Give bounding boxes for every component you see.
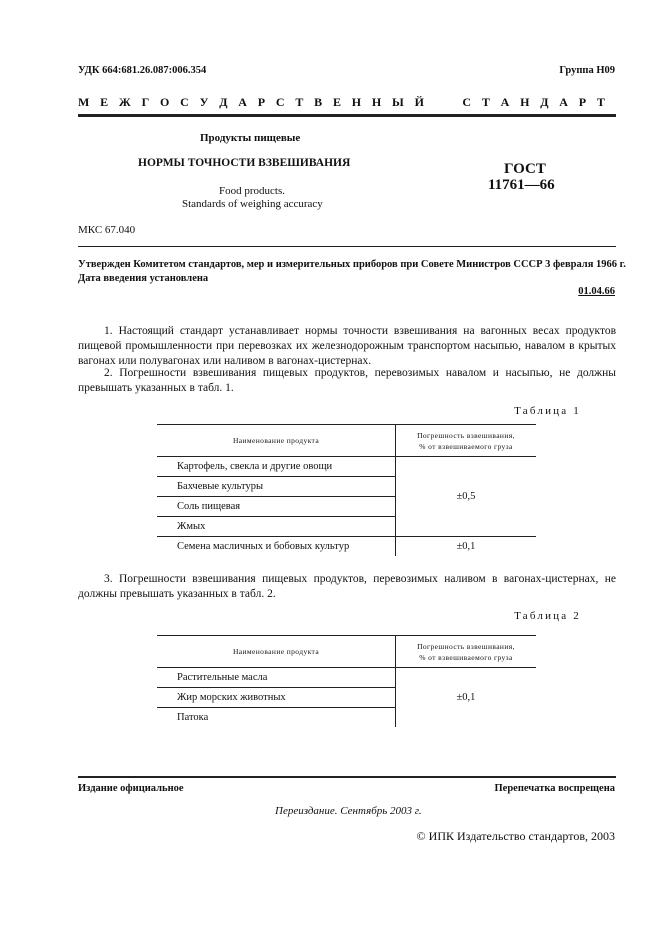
heading-rule xyxy=(78,114,616,117)
gost-label: ГОСТ xyxy=(504,161,546,177)
introduction-date: 01.04.66 xyxy=(578,286,615,297)
reissue-note: Переиздание. Сентябрь 2003 г. xyxy=(275,805,422,817)
title-english-2: Standards of weighing accuracy xyxy=(182,198,323,210)
title-english-1: Food products. xyxy=(219,185,285,197)
group-code: Группа Н09 xyxy=(559,65,615,76)
table-1-caption: Таблица 1 xyxy=(514,405,581,417)
table-row: Растительные масла xyxy=(157,668,396,688)
table-2-col2-header: Погрешность взвешивания, % от взвешиваемого груза xyxy=(396,636,537,668)
reprint-prohibited: Перепечатка воспрещена xyxy=(494,783,615,794)
table-row: Бахчевые культуры xyxy=(157,477,396,497)
table-row: Патока xyxy=(157,708,396,728)
footer-rule xyxy=(78,776,616,778)
introduction-date-label: Дата введения установлена xyxy=(78,273,209,284)
official-edition: Издание официальное xyxy=(78,783,184,794)
mks-code: МКС 67.040 xyxy=(78,224,136,236)
table-row: Жмых xyxy=(157,517,396,537)
gost-number: 11761—66 xyxy=(488,177,555,193)
table-1-col1-header: Наименование продукта xyxy=(157,425,396,457)
table-1-col2-header: Погрешность взвешивания, % от взвешиваемого груза xyxy=(396,425,537,457)
paragraph-3: 3. Погрешности взвешивания пищевых продуктов, перевозимых наливом в вагонах-цистернах, не должны превышать указанных в табл. 2. xyxy=(78,573,616,600)
title-rule xyxy=(78,246,616,247)
table-2-caption: Таблица 2 xyxy=(514,610,581,622)
products-subtitle: Продукты пищевые xyxy=(200,132,301,144)
table-2-col1-header: Наименование продукта xyxy=(157,636,396,668)
table-2-value: ±0,1 xyxy=(456,692,476,703)
table-row: Семена масличных и бобовых культур xyxy=(157,537,396,557)
copyright: © ИПК Издательство стандартов, 2003 xyxy=(416,829,615,843)
table-1 xyxy=(157,424,536,556)
table-1-value-group: ±0,5 xyxy=(396,457,537,537)
paragraph-2: 2. Погрешности взвешивания пищевых продуктов, перевозимых навалом и насыпью, не должны превышать указанных в табл. 1. xyxy=(78,367,616,394)
interstate-standard-heading: М Е Ж Г О С У Д А Р С Т В Е Н Н Ы Й С Т А Н Д А Р Т xyxy=(78,95,609,109)
document-title: НОРМЫ ТОЧНОСТИ ВЗВЕШИВАНИЯ xyxy=(138,157,351,169)
table-2 xyxy=(157,635,536,727)
udk-code: УДК 664:681.26.087:006.354 xyxy=(78,65,207,76)
table-row: Соль пищевая xyxy=(157,497,396,517)
table-row: Картофель, свекла и другие овощи xyxy=(157,457,396,477)
table-1-value-last: ±0,1 xyxy=(456,541,476,552)
paragraph-1: 1. Настоящий стандарт устанавливает нормы точности взвешивания на вагонных весах продуктов пищевой промышленности при перевозках их железнодорожным транспортом насыпью, навалом в крытых вагонах или полувагонах или наливом в вагонах-цистернах. xyxy=(78,325,616,367)
approval-line: Утвержден Комитетом стандартов, мер и измерительных приборов при Совете Министров СССР 3 февраля 1966 г. xyxy=(78,259,626,270)
table-row: Жир морских животных xyxy=(157,688,396,708)
